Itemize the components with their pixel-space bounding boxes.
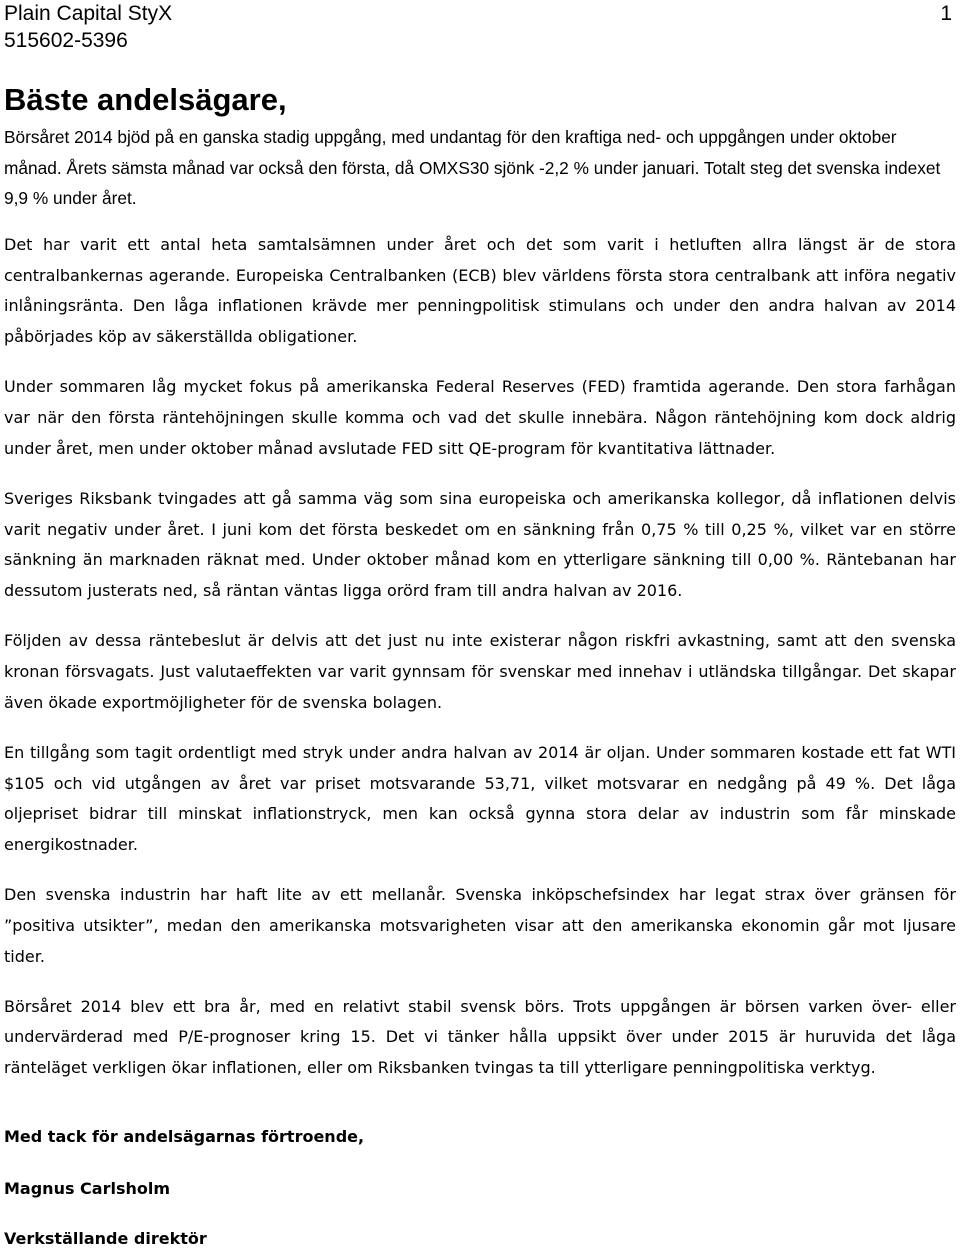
signer-title: Verkställande direktör — [4, 1229, 207, 1248]
body-paragraph: Det har varit ett antal heta samtalsämnen under året och det som varit i hetluften allra längst är de stora centralbankernas agerande. Europeiska Centralbanken (ECB) blev världens första stora centralbank att införa negativ inlåningsränta. Den låga inflationen krävde mer penningpolitisk stimulans och under den andra halvan av 2014 påbörjades köp av säkerställda obligationer. — [4, 235, 956, 347]
letter-greeting: Bäste andelsägare, — [4, 82, 287, 117]
letter-body — [4, 230, 956, 1103]
body-paragraph: Följden av dessa räntebeslut är delvis att det just nu inte existerar någon riskfri avkastning, samt att den svenska kronan försvagats. Just valutaeffekten var varit gynnsam för svenskar med innehav i utländska tillgångar. Det skapar även ökade exportmöjligheter för de svenska bolagen. — [4, 631, 956, 712]
body-paragraph: Den svenska industrin har haft lite av ett mellanår. Svenska inköpschefsindex har legat strax över gränsen för ”positiva utsikter”, medan den amerikanska motsvarigheten visar att den amerikanska ekonomin går mot ljusare tider. — [4, 885, 956, 966]
body-paragraph: Sveriges Riksbank tvingades att gå samma väg som sina europeiska och amerikanska kollegor, då inflationen delvis varit negativ under året. I juni kom det första beskedet om en sänkning från 0,75 % till 0,25 %, vilket var en större sänkning än marknaden räknat med. Under oktober månad kom en ytterligare sänkning till 0,00 %. Räntebanan har dessutom justerats ned, så räntan väntas ligga orörd fram till andra halvan av 2016. — [4, 488, 956, 601]
page-number: 1 — [940, 2, 952, 25]
signer-name: Magnus Carlsholm — [4, 1179, 171, 1198]
page-header — [4, 0, 956, 54]
closing-line: Med tack för andelsägarnas förtroende, — [4, 1127, 365, 1146]
org-number: 515602-5396 — [4, 29, 128, 52]
company-name: Plain Capital StyX — [4, 2, 173, 25]
intro-paragraph: Börsåret 2014 bjöd på en ganska stadig uppgång, med undantag för den kraftiga ned- och uppgången under oktober månad. Årets sämsta månad var också den första, då OMXS30 sjönk -2,2 % under januari. Totalt steg det svenska indexet 9,9 % under året. — [4, 127, 941, 208]
body-paragraph: Börsåret 2014 blev ett bra år, med en relativt stabil svensk börs. Trots uppgången är börsen varken över- eller undervärderad med P/E-prognoser kring 15. Det vi tänker hålla uppsikt över under 2015 är huruvida det låga ränteläget verkligen ökar inflationen, eller om Riksbanken tvingas ta till ytterligare penningpolitiska verktyg. — [4, 996, 956, 1078]
body-paragraph: En tillgång som tagit ordentligt med stryk under andra halvan av 2014 är oljan. Under sommaren kostade ett fat WTI $105 och vid utgången av året var priset motsvarande 53,71, vilket motsvarar en nedgång på 49 %. Det låga oljepriset bidrar till minskat inflationstryck, men kan också gynna stora delar av industrin som får minskade energikostnader. — [4, 742, 956, 854]
body-paragraph: Under sommaren låg mycket fokus på amerikanska Federal Reserves (FED) framtida agerande. Den stora farhågan var när den första räntehöjningen skulle komma och vad det skulle innebära. Någon räntehöjning kom dock aldrig under året, men under oktober månad avslutade FED sitt QE-program för kvantitativa lättnader. — [4, 377, 956, 458]
